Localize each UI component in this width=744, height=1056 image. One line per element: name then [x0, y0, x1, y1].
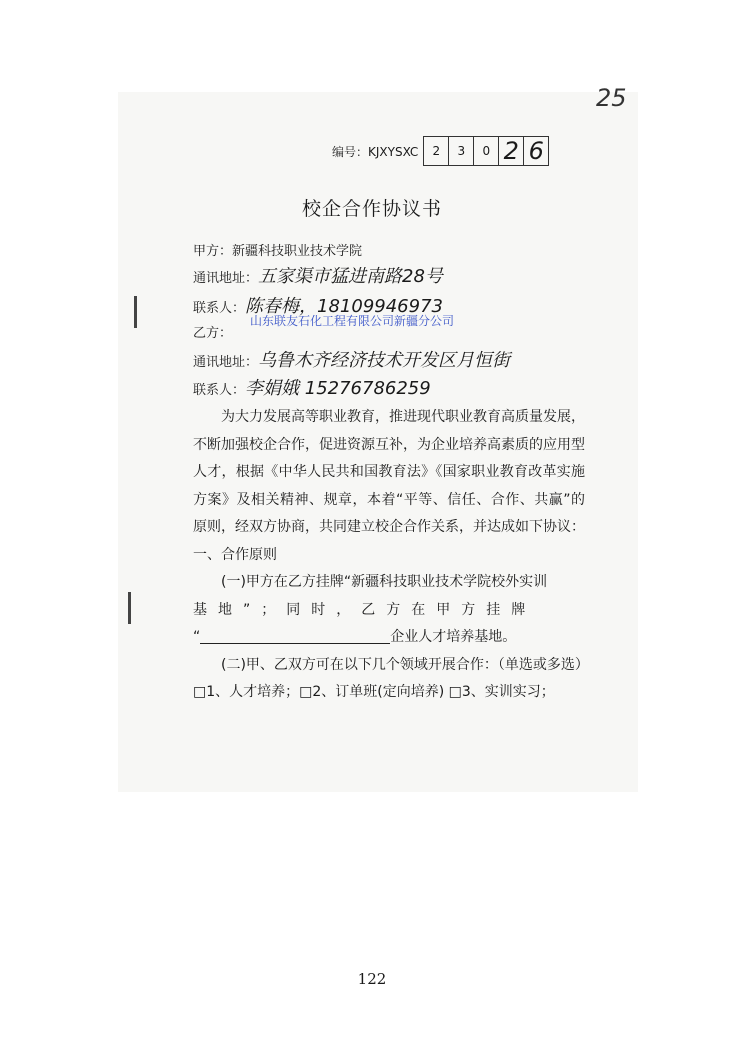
- party-b-contact-line: [193, 374, 431, 400]
- party-a-contact: 陈春梅，18109946973: [245, 296, 443, 317]
- party-b-contact-label: 联系人：: [193, 383, 246, 398]
- item-1-line-a: (一)甲方在乙方挂牌“新疆科技职业技术学院校外实训: [221, 574, 548, 590]
- blank-underline: [200, 627, 390, 644]
- item-1-line-c-text: 企业人才培养基地。: [390, 629, 517, 645]
- serial-digit: 2: [423, 136, 449, 166]
- party-b-line: [193, 322, 232, 341]
- scan-margin-mark: [134, 296, 137, 328]
- serial-prefix: 编号：KJXYSXC: [332, 144, 419, 159]
- serial-digit-handwritten: 2: [498, 136, 524, 166]
- item-2: (二)甲、乙双方可在以下几个领域开展合作：（单选或多选）: [221, 656, 589, 673]
- scan-margin-mark: [128, 592, 131, 624]
- party-b-contact: 李娟娥 15276786259: [245, 378, 431, 399]
- serial-digit-handwritten: 6: [523, 136, 549, 166]
- item-1-line-c: [193, 624, 585, 652]
- party-a-label: 甲方：: [193, 244, 233, 259]
- quote-open: “: [193, 629, 201, 645]
- serial-digit: 3: [448, 136, 474, 166]
- document-title: 校企合作协议书: [301, 198, 442, 220]
- party-b-stamp: 山东联友石化工程有限公司新疆分公司: [250, 314, 455, 328]
- party-a-line: [193, 240, 362, 259]
- section-heading: 一、合作原则: [193, 546, 277, 563]
- cooperation-options: □1、人才培养；□2、订单班(定向培养) □3、实训实习；: [193, 684, 555, 700]
- party-b-address-label: 通讯地址：: [193, 355, 259, 370]
- party-a-address: 五家渠市猛进南路28号: [258, 266, 443, 287]
- party-b-label: 乙方：: [193, 326, 233, 341]
- intro-paragraph: 为大力发展高等职业教育，推进现代职业教育高质量发展，不断加强校企合作，促进资源互补，为企业培养高素质的应用型人才，根据《中华人民共和国教育法》《国家职业教育改革实施方案》及相关精神、规章，本着“平等、信任、合作、共赢”的原则，经双方协商，共同建立校企合作关系，并达成如下协议：: [193, 409, 585, 535]
- party-b-address-line: [193, 346, 510, 372]
- party-a-contact-label: 联系人：: [193, 301, 246, 316]
- party-a-name: 新疆科技职业技术学院: [232, 244, 363, 259]
- party-a-address-line: [193, 262, 443, 288]
- serial-number: [332, 136, 549, 166]
- item-1-line-b: 基地”；同时，乙方在甲方挂牌: [193, 601, 537, 618]
- serial-digit: 0: [473, 136, 499, 166]
- agreement-body: [193, 404, 589, 707]
- party-a-address-label: 通讯地址：: [193, 271, 259, 286]
- party-b-address: 乌鲁木齐经济技术开发区月恒街: [258, 350, 511, 371]
- handwritten-corner-mark: 25: [596, 84, 627, 112]
- page-number: 122: [357, 970, 387, 988]
